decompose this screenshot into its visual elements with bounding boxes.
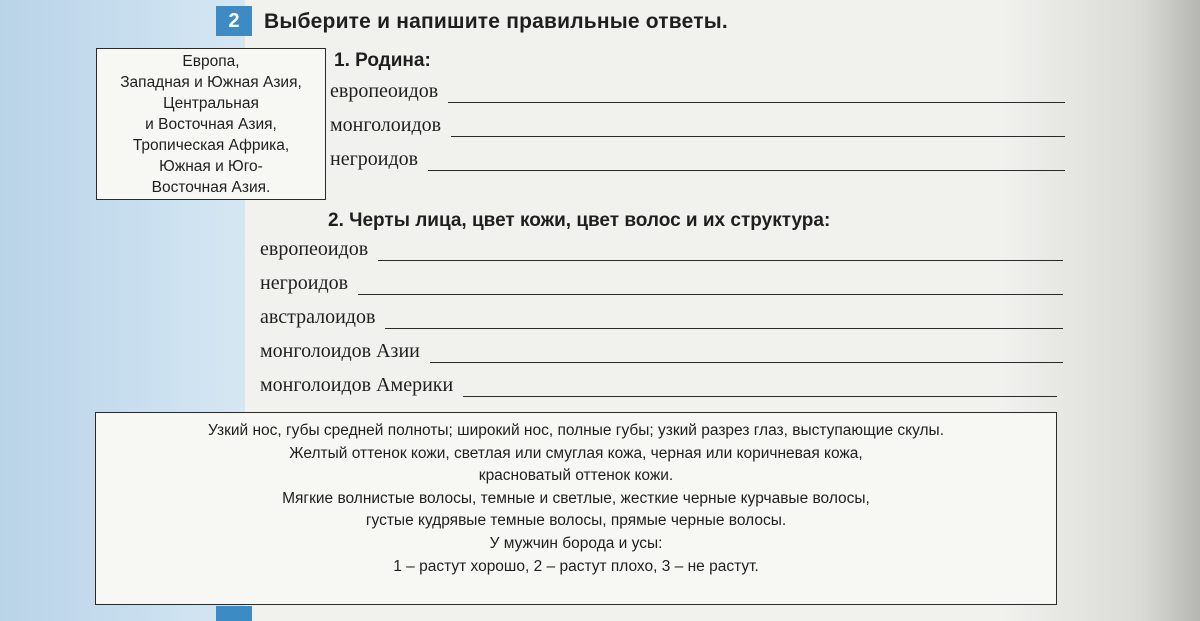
option-line: 1 – растут хорошо, 2 – растут плохо, 3 – не растут. xyxy=(393,557,759,575)
answer-row-label: монголоидов xyxy=(330,114,442,136)
answer-row-label: негроидов xyxy=(260,272,349,294)
region-line: Южная и Юго- xyxy=(159,157,263,175)
options-box xyxy=(95,412,1057,605)
answer-row-label: монголоидов Америки xyxy=(260,374,454,396)
option-line: Узкий нос, губы средней полноты; широкий нос, полные губы; узкий разрез глаз, выступающие скулы. xyxy=(207,422,944,439)
answer-row xyxy=(330,80,1065,103)
answer-line[interactable] xyxy=(378,246,1063,261)
option-line: У мужчин борода и усы: xyxy=(489,534,663,552)
region-line: Восточная Азия. xyxy=(151,178,271,196)
region-line: и Восточная Азия, xyxy=(145,115,277,133)
option-line: красноватый оттенок кожи. xyxy=(478,467,674,485)
task-number-badge: 2 xyxy=(216,6,252,36)
region-line: Европа, xyxy=(182,52,240,70)
answer-row xyxy=(260,340,1063,363)
answer-row-label: австралоидов xyxy=(260,306,376,328)
section1-title: 1. Родина: xyxy=(334,50,431,71)
region-line: Западная и Южная Азия, xyxy=(120,73,302,91)
answer-row xyxy=(260,272,1063,295)
answer-line[interactable] xyxy=(451,122,1065,137)
answer-line[interactable] xyxy=(385,314,1063,329)
answer-line[interactable] xyxy=(463,382,1057,397)
section2-title: 2. Черты лица, цвет кожи, цвет волос и их структура: xyxy=(328,210,831,231)
option-line: Желтый оттенок кожи, светлая или смуглая кожа, черная или коричневая кожа, xyxy=(289,444,863,462)
answer-row xyxy=(330,148,1065,171)
answer-row-label: европеоидов xyxy=(330,80,439,102)
regions-answer-box xyxy=(96,48,326,200)
option-line: Мягкие волнистые волосы, темные и светлые, жесткие черные курчавые волосы, xyxy=(282,489,870,507)
answer-line[interactable] xyxy=(430,348,1063,363)
answer-line[interactable] xyxy=(358,280,1063,295)
answer-line[interactable] xyxy=(448,88,1065,103)
next-task-badge-edge xyxy=(216,606,252,621)
answer-row xyxy=(260,306,1063,329)
answer-row xyxy=(260,238,1063,261)
option-line: густые кудрявые темные волосы, прямые черные волосы. xyxy=(365,512,787,530)
answer-row-label: монголоидов Азии xyxy=(260,340,420,362)
answer-row xyxy=(260,374,1057,397)
answer-row-label: европеоидов xyxy=(260,238,369,260)
region-line: Центральная xyxy=(163,94,259,112)
answer-line[interactable] xyxy=(428,156,1065,171)
answer-row xyxy=(330,114,1065,137)
region-line: Тропическая Африка, xyxy=(132,136,290,154)
answer-row-label: негроидов xyxy=(330,148,419,170)
task-title: Выберите и напишите правильные ответы. xyxy=(264,10,728,33)
